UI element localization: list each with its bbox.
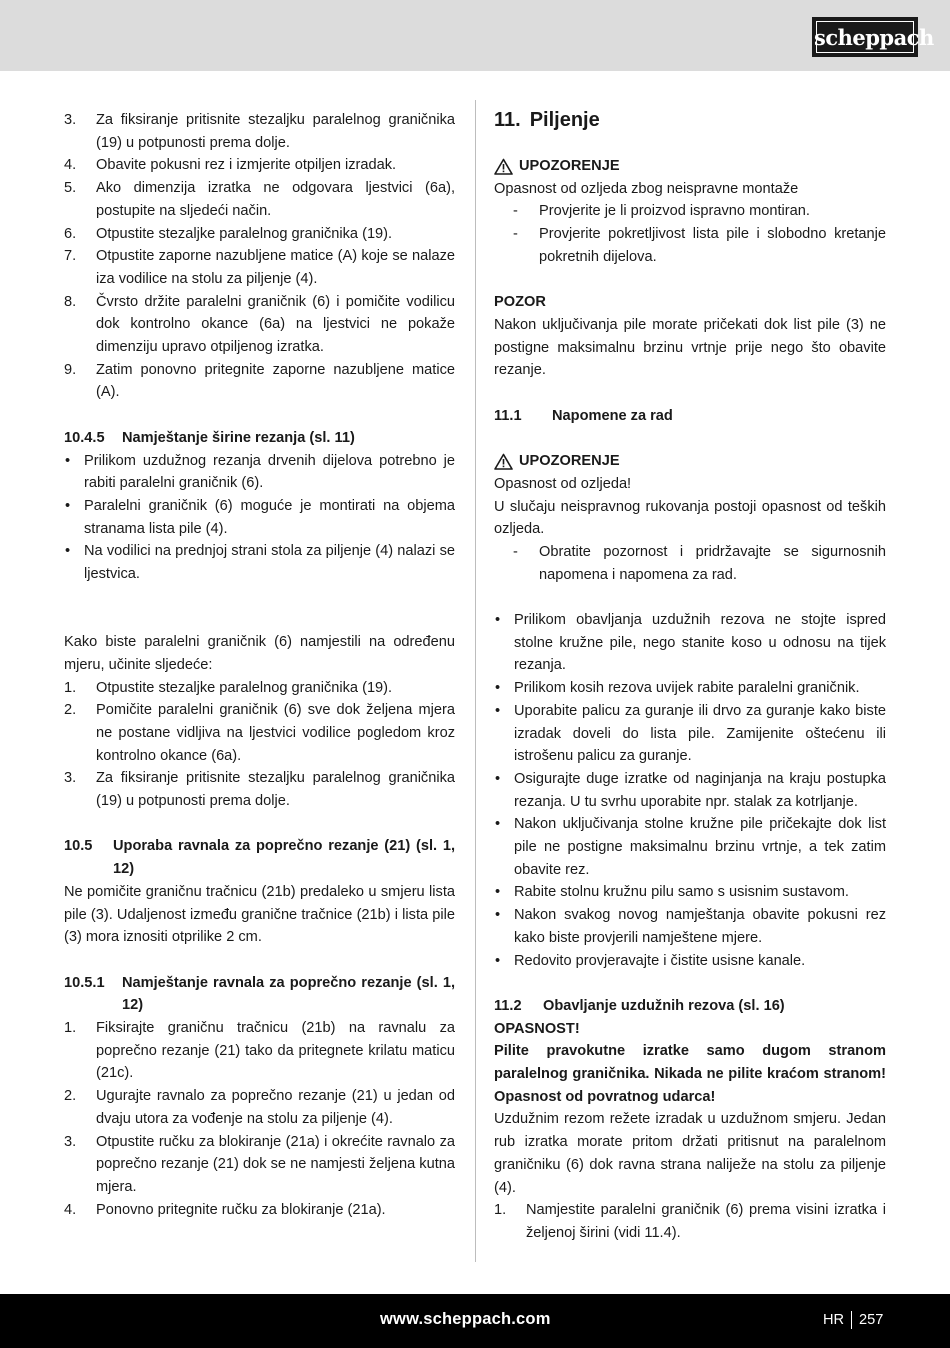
page-number: 257	[859, 1312, 884, 1328]
list-item: • Paralelni graničnik (6) moguće je montirati na objema stranama lista pile (4).	[65, 497, 455, 537]
numbered-list	[64, 1017, 455, 1221]
list-item: • Prilikom kosih rezova uvijek rabite paralelni graničnik.	[495, 680, 860, 697]
warning-text: Opasnost od ozljeda zbog neispravne montaže	[494, 180, 799, 197]
paragraph: Uzdužnim rezom režete izradak u uzdužnom smjeru. Jedan rub izratka morate pritom držati pritisnut na paralelnom graničniku (6) dok ravna strana naliježe na stolu za piljenje (4).	[494, 1111, 886, 1196]
warning-label: UPOZORENJE	[494, 450, 886, 473]
warning-label: UPOZORENJE	[494, 155, 886, 178]
list-item: • Rabite stolnu kružnu pilu samo s usisnim sustavom.	[495, 884, 849, 901]
list-item: • Redovito provjeravajte i čistite usisne kanale.	[495, 952, 806, 969]
list-item: 1. Fiksirajte graničnu tračnicu (21b) na ravnalu za poprečno rezanje (21) tako da pritegnete krilatu maticu (21c).	[64, 1020, 455, 1082]
caution-text: Nakon uključivanja pile morate pričekati dok list pile (3) ne postigne maksimalnu brzinu vrtnje prije nego što obavite rezanje.	[494, 316, 886, 379]
section-heading-11-1: 11.1 Napomene za rad	[494, 407, 673, 424]
bullet-list	[494, 609, 886, 972]
list-item: 3. Za fiksiranje pritisnite stezaljku paralelnog graničnika (19) u potpunosti prema dolje.	[64, 770, 455, 810]
list-item: 3. Za fiksiranje pritisnite stezaljku paralelnog graničnika (19) u potpunosti prema dolje.	[64, 112, 455, 151]
column-divider	[475, 100, 476, 1262]
paragraph: Kako biste paralelni graničnik (6) namjestili na određenu mjeru, učinite sljedeće:	[64, 634, 455, 673]
list-item: - Provjerite je li proizvod ispravno montiran.	[513, 203, 810, 220]
header-band	[0, 0, 950, 71]
list-item: 5. Ako dimenzija izratka ne odgovara ljestvici (6a), postupite na sljedeći način.	[64, 180, 455, 219]
list-item: • Prilikom uzdužnog rezanja drvenih dijelova potrebno je rabiti paralelni graničnik (6).	[65, 452, 455, 492]
list-item: 4. Obavite pokusni rez i izmjerite otpiljen izradak.	[64, 157, 397, 174]
section-heading-10-5: 10.5 Uporaba ravnala za poprečno rezanje (21) (sl. 1, 12)	[64, 838, 455, 878]
list-item: 4. Ponovno pritegnite ručku za blokiranje (21a).	[64, 1201, 386, 1218]
list-item: 8. Čvrsto držite paralelni graničnik (6) i pomičite vodilicu dok kontrolno okance (6a) na ljestvici ne pokaže dimenziju upravo otpiljenog izratka.	[64, 293, 455, 356]
warning-block	[494, 450, 886, 586]
caution-label: POZOR	[494, 294, 546, 311]
right-column	[494, 109, 886, 1245]
list-item: - Provjerite pokretljivost lista pile i slobodno kretanje pokretnih dijelova.	[513, 226, 886, 265]
warning-triangle-icon	[494, 453, 513, 470]
list-item: • Uporabite palicu za guranje ili drvo za guranje kako biste izradak doveli do lista pile. Zamijenite oštećenu ili istrošenu palicu za guranje.	[495, 702, 886, 765]
caution-block	[494, 291, 886, 382]
language-code: HR	[823, 1312, 845, 1328]
list-item: 9. Zatim ponovno pritegnite zaporne nazubljene matice (A).	[64, 361, 455, 401]
list-item: - Obratite pozornost i pridržavajte se sigurnosnih napomena i napomena za rad.	[513, 543, 886, 583]
scheppach-logo: scheppach	[812, 17, 918, 57]
numbered-list	[64, 677, 455, 813]
list-item: 3. Otpustite ručku za blokiranje (21a) i okrećite ravnalo za poprečno rezanje (21) dok se ne namjesti željena kutna mjera.	[64, 1133, 455, 1195]
chapter-heading-11: 11. Piljenje	[494, 109, 600, 131]
danger-label: OPASNOST!	[494, 1020, 580, 1037]
list-item: 2. Pomičite paralelni graničnik (6) sve dok željena mjera ne postane vidljiva na ljestvici vodilice pogledom kroz kontrolno okance (6a).	[64, 702, 455, 764]
list-item: 1. Namjestite paralelni graničnik (6) prema visini izratka i željenoj širini (vidi 11.4).	[494, 1202, 886, 1241]
section-heading-11-2: 11.2 Obavljanje uzdužnih rezova (sl. 16)	[494, 997, 785, 1014]
section-heading-10-4-5: 10.4.5 Namještanje širine rezanja (sl. 11)	[64, 429, 355, 446]
footer-separator	[851, 1311, 852, 1329]
warning-triangle-icon	[494, 158, 513, 175]
list-item: • Nakon svakog novog namještanja obavite pokusni rez kako biste provjerili namještene mjere.	[495, 907, 886, 946]
warning-block	[494, 155, 886, 269]
list-item: • Nakon uključivanja stolne kružne pile pričekajte dok list pile ne postigne maksimalnu brzinu vrtnje, a tek zatim obavite rez.	[495, 816, 886, 878]
left-column	[64, 109, 455, 1221]
list-item: • Na vodilici na prednjoj strani stola za piljenje (4) nalazi se ljestvica.	[65, 543, 455, 583]
warning-text: Opasnost od ozljeda!	[494, 475, 632, 492]
danger-text: Pilite pravokutne izratke samo dugom stranom paralelnog graničnika. Nikada ne pilite kraćom stranom! Opasnost od povratnog udarca!	[494, 1043, 886, 1105]
list-item: • Osigurajte duge izratke od naginjanja na kraju postupka rezanja. U tu svrhu uporabite npr. stalak za kotrljanje.	[495, 770, 886, 810]
section-heading-10-5-1: 10.5.1 Namještanje ravnala za poprečno rezanje (sl. 1, 12)	[64, 974, 455, 1014]
footer	[0, 1294, 950, 1348]
list-item: • Prilikom obavljanja uzdužnih rezova ne stojte ispred stolne kružne pile, nego stanite koso u odnosu na tijek rezanja.	[495, 612, 886, 674]
numbered-list-continued	[64, 109, 455, 404]
list-item: 2. Ugurajte ravnalo za poprečno rezanje (21) u jedan od dvaju utora za vođenje na stolu za piljenje (4).	[64, 1088, 455, 1127]
list-item: 1. Otpustite stezaljke paralelnog graničnika (19).	[64, 679, 393, 696]
bullet-list	[64, 450, 455, 586]
list-item: 7. Otpustite zaporne nazubljene matice (A) koje se nalaze iza vodilice na stolu za piljenje (4).	[64, 248, 455, 287]
warning-text: U slučaju neispravnog rukovanja postoji opasnost od teških ozljeda.	[494, 498, 886, 538]
paragraph: Ne pomičite graničnu tračnicu (21b) predaleko u smjeru lista pile (3). Udaljenost između granične tračnice (21b) i lista pile (3) mora iznositi otprilike 2 cm.	[64, 883, 455, 946]
website-link[interactable]: www.scheppach.com	[380, 1310, 551, 1328]
list-item: 6. Otpustite stezaljke paralelnog graničnika (19).	[64, 225, 393, 242]
